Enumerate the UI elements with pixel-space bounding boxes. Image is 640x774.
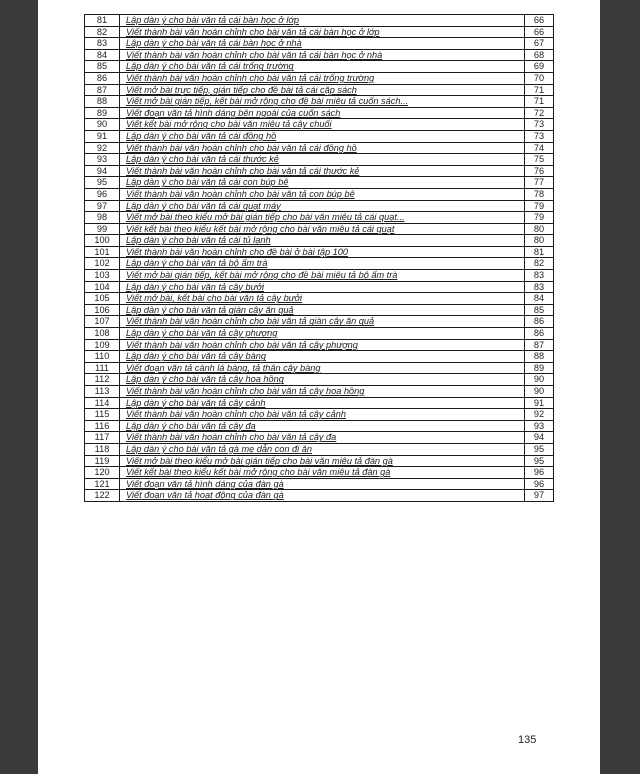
table-row: [85, 130, 554, 142]
table-row: [85, 397, 554, 409]
row-page: 66: [525, 26, 554, 38]
row-number: 104: [85, 281, 120, 293]
table-row: [85, 72, 554, 84]
row-title: Viết thành bài văn hoàn chỉnh cho bài văn tả cái thước kẻ: [120, 165, 525, 177]
table-row: [85, 119, 554, 131]
row-number: 115: [85, 409, 120, 421]
row-number: 93: [85, 154, 120, 166]
row-page: 82: [525, 258, 554, 270]
row-page: 73: [525, 130, 554, 142]
table-row: [85, 304, 554, 316]
table-row: [85, 270, 554, 282]
row-number: 105: [85, 293, 120, 305]
table-row: [85, 223, 554, 235]
row-number: 118: [85, 443, 120, 455]
row-page: 83: [525, 270, 554, 282]
row-page: 80: [525, 223, 554, 235]
page-number: 135: [518, 734, 537, 746]
row-number: 114: [85, 397, 120, 409]
row-title: Viết mở bài gián tiếp, kết bài mở rộng cho đề bài miêu tả cuốn sách...: [120, 96, 525, 108]
row-title: Lập dàn ý cho bài văn tả gà mẹ dẫn con đi ăn: [120, 443, 525, 455]
table-row: [85, 107, 554, 119]
table-row: [85, 154, 554, 166]
table-row: [85, 246, 554, 258]
table-row: [85, 281, 554, 293]
row-number: 108: [85, 328, 120, 340]
row-page: 90: [525, 386, 554, 398]
row-title: Lập dàn ý cho bài văn tả cây phượng: [120, 328, 525, 340]
row-title: Viết thành bài văn hoàn chỉnh cho bài văn tả cái trống trường: [120, 72, 525, 84]
table-row: [85, 362, 554, 374]
row-title: Viết thành bài văn hoàn chỉnh cho bài văn tả cái bàn học ở lớp: [120, 26, 525, 38]
row-page: 96: [525, 478, 554, 490]
row-page: 70: [525, 72, 554, 84]
table-row: [85, 478, 554, 490]
row-number: 110: [85, 351, 120, 363]
table-row: [85, 165, 554, 177]
row-number: 121: [85, 478, 120, 490]
row-title: Lập dàn ý cho bài văn tả cây cảnh: [120, 397, 525, 409]
table-row: [85, 467, 554, 479]
row-page: 96: [525, 467, 554, 479]
row-number: 98: [85, 212, 120, 224]
row-title: Viết mở bài gián tiếp, kết bài mở rộng cho đề bài miêu tả bộ ấm trà: [120, 270, 525, 282]
row-title: Viết đoạn văn tả cành lá bàng, tả thân cây bàng: [120, 362, 525, 374]
row-page: 74: [525, 142, 554, 154]
row-page: 72: [525, 107, 554, 119]
table-row: [85, 49, 554, 61]
table-row: [85, 200, 554, 212]
row-page: 88: [525, 351, 554, 363]
row-number: 109: [85, 339, 120, 351]
table-row: [85, 258, 554, 270]
row-number: 97: [85, 200, 120, 212]
row-title: Viết thành bài văn hoàn chỉnh cho bài văn tả cái đồng hồ: [120, 142, 525, 154]
row-title: Lập dàn ý cho bài văn tả cây hoa hồng: [120, 374, 525, 386]
row-page: 73: [525, 119, 554, 131]
row-title: Lập dàn ý cho bài văn tả cái bàn học ở nhà: [120, 38, 525, 50]
row-page: 80: [525, 235, 554, 247]
row-title: Viết kết bài mở rộng cho bài văn miêu tả cây chuối: [120, 119, 525, 131]
row-title: Lập dàn ý cho bài văn tả giàn cây ăn quả: [120, 304, 525, 316]
table-row: [85, 339, 554, 351]
row-number: 91: [85, 130, 120, 142]
table-row: [85, 386, 554, 398]
row-page: 95: [525, 455, 554, 467]
row-title: Viết đoạn văn tả hình dáng bên ngoài của cuốn sách: [120, 107, 525, 119]
row-title: Viết mở bài trực tiếp, gián tiếp cho đề bài tả cái cặp sách: [120, 84, 525, 96]
right-dark-margin: [600, 0, 640, 774]
table-row: [85, 188, 554, 200]
table-row: [85, 420, 554, 432]
row-page: 83: [525, 281, 554, 293]
row-title: Viết thành bài văn hoàn chỉnh cho bài văn tả cây cảnh: [120, 409, 525, 421]
row-title: Lập dàn ý cho bài văn tả cái bàn học ở lớp: [120, 15, 525, 27]
row-title: Viết thành bài văn hoàn chỉnh cho bài văn tả giàn cây ăn quả: [120, 316, 525, 328]
row-number: 111: [85, 362, 120, 374]
table-row: [85, 351, 554, 363]
row-title: Viết thành bài văn hoàn chỉnh cho bài văn tả cây đa: [120, 432, 525, 444]
row-page: 95: [525, 443, 554, 455]
row-title: Lập dàn ý cho bài văn tả cái trống trường: [120, 61, 525, 73]
row-number: 117: [85, 432, 120, 444]
row-number: 102: [85, 258, 120, 270]
row-title: Lập dàn ý cho bài văn tả cây bưởi: [120, 281, 525, 293]
row-title: Viết đoạn văn tả hình dáng của đàn gà: [120, 478, 525, 490]
row-number: 103: [85, 270, 120, 282]
row-page: 97: [525, 490, 554, 502]
row-page: 76: [525, 165, 554, 177]
row-page: 89: [525, 362, 554, 374]
row-page: 69: [525, 61, 554, 73]
row-title: Viết thành bài văn hoàn chỉnh cho bài văn tả cây hoa hồng: [120, 386, 525, 398]
table-of-contents: [84, 14, 554, 502]
row-page: 86: [525, 328, 554, 340]
row-page: 79: [525, 212, 554, 224]
row-number: 86: [85, 72, 120, 84]
table-row: [85, 409, 554, 421]
row-number: 119: [85, 455, 120, 467]
row-title: Viết mở bài theo kiểu mở bài gián tiếp cho bài văn miêu tả đàn gà: [120, 455, 525, 467]
row-number: 92: [85, 142, 120, 154]
row-page: 78: [525, 188, 554, 200]
row-page: 94: [525, 432, 554, 444]
row-title: Viết đoạn văn tả hoạt động của đàn gà: [120, 490, 525, 502]
row-page: 92: [525, 409, 554, 421]
table-row: [85, 432, 554, 444]
row-number: 101: [85, 246, 120, 258]
row-page: 79: [525, 200, 554, 212]
table-row: [85, 293, 554, 305]
table-row: [85, 15, 554, 27]
row-number: 120: [85, 467, 120, 479]
row-page: 91: [525, 397, 554, 409]
table-row: [85, 84, 554, 96]
row-page: 71: [525, 84, 554, 96]
table-row: [85, 235, 554, 247]
table-row: [85, 96, 554, 108]
row-number: 122: [85, 490, 120, 502]
row-title: Lập dàn ý cho bài văn tả cây bàng: [120, 351, 525, 363]
toc-body: [85, 15, 554, 502]
row-page: 86: [525, 316, 554, 328]
row-number: 83: [85, 38, 120, 50]
row-number: 107: [85, 316, 120, 328]
table-row: [85, 212, 554, 224]
row-page: 71: [525, 96, 554, 108]
row-page: 84: [525, 293, 554, 305]
row-title: Lập dàn ý cho bài văn tả cái con búp bê: [120, 177, 525, 189]
table-row: [85, 142, 554, 154]
row-page: 66: [525, 15, 554, 27]
row-title: Viết mở bài theo kiểu mở bài gián tiếp cho bài văn miêu tả cái quạt...: [120, 212, 525, 224]
row-number: 82: [85, 26, 120, 38]
row-number: 94: [85, 165, 120, 177]
row-page: 77: [525, 177, 554, 189]
row-title: Viết thành bài văn hoàn chỉnh cho đề bài ở bài tập 100: [120, 246, 525, 258]
table-row: [85, 316, 554, 328]
row-number: 116: [85, 420, 120, 432]
left-dark-margin: [0, 0, 38, 774]
table-row: [85, 490, 554, 502]
row-number: 81: [85, 15, 120, 27]
row-title: Viết kết bài theo kiểu kết bài mở rộng cho bài văn miêu tả đàn gà: [120, 467, 525, 479]
row-number: 85: [85, 61, 120, 73]
row-page: 90: [525, 374, 554, 386]
table-row: [85, 38, 554, 50]
row-page: 81: [525, 246, 554, 258]
table-row: [85, 374, 554, 386]
row-number: 88: [85, 96, 120, 108]
row-page: 75: [525, 154, 554, 166]
row-title: Viết thành bài văn hoàn chỉnh cho bài văn tả cây phượng: [120, 339, 525, 351]
table-row: [85, 455, 554, 467]
row-number: 113: [85, 386, 120, 398]
table-row: [85, 26, 554, 38]
row-number: 90: [85, 119, 120, 131]
row-number: 96: [85, 188, 120, 200]
table-row: [85, 177, 554, 189]
row-number: 87: [85, 84, 120, 96]
row-title: Lập dàn ý cho bài văn tả bộ ấm trà: [120, 258, 525, 270]
table-row: [85, 443, 554, 455]
row-number: 84: [85, 49, 120, 61]
row-title: Viết thành bài văn hoàn chỉnh cho bài văn tả con búp bê: [120, 188, 525, 200]
row-number: 106: [85, 304, 120, 316]
row-title: Lập dàn ý cho bài văn tả cái quạt máy: [120, 200, 525, 212]
row-page: 67: [525, 38, 554, 50]
row-title: Lập dàn ý cho bài văn tả cái tủ lạnh: [120, 235, 525, 247]
row-page: 93: [525, 420, 554, 432]
row-number: 89: [85, 107, 120, 119]
row-page: 68: [525, 49, 554, 61]
row-title: Viết mở bài, kết bài cho bài văn tả cây bưởi: [120, 293, 525, 305]
row-title: Lập dàn ý cho bài văn tả cái thước kẻ: [120, 154, 525, 166]
row-title: Viết kết bài theo kiểu kết bài mở rộng cho bài văn miêu tả cái quạt: [120, 223, 525, 235]
table-row: [85, 328, 554, 340]
row-page: 85: [525, 304, 554, 316]
row-number: 99: [85, 223, 120, 235]
row-page: 87: [525, 339, 554, 351]
row-number: 100: [85, 235, 120, 247]
row-number: 112: [85, 374, 120, 386]
row-title: Lập dàn ý cho bài văn tả cái đồng hồ: [120, 130, 525, 142]
row-number: 95: [85, 177, 120, 189]
row-title: Lập dàn ý cho bài văn tả cây đa: [120, 420, 525, 432]
table-row: [85, 61, 554, 73]
row-title: Viết thành bài văn hoàn chỉnh cho bài văn tả cái bàn học ở nhà: [120, 49, 525, 61]
